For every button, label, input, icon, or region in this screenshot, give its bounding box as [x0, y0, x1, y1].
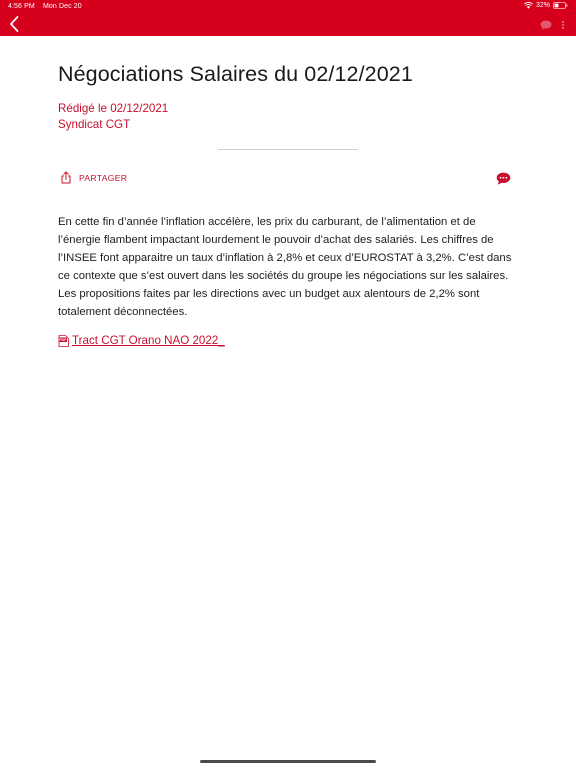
pdf-icon: [58, 335, 69, 347]
menu-icon: [559, 17, 567, 35]
comment-icon: [540, 17, 552, 35]
article-body: En cette fin d’année l’inflation accélère, les prix du carburant, de l’alimentation et de l’énergie flambent impactant lourdement le pouvoir d’achat des salariés. Les chiffres de l’INSEE font apparaitre un taux d’inflation à 2,8% et ceux d’EUROSTAT à 3,2%. C’est dans ce contexte que s’est ouvert dans les sociétés du groupe les négociations sur les salaires. Les propositions faites par les directions avec un budget aux alentours de 2,2% sont totalement déconnectées.: [58, 216, 512, 319]
status-indicators: [524, 2, 568, 9]
share-button[interactable]: [60, 171, 127, 184]
article-date: Rédigé le 02/12/2021: [58, 102, 169, 115]
home-indicator: [200, 760, 376, 763]
back-button[interactable]: [4, 14, 24, 34]
article-author: Syndicat CGT: [58, 118, 131, 131]
comment-button[interactable]: [496, 172, 511, 190]
attachment-label: Tract CGT Orano NAO 2022_: [72, 334, 225, 347]
share-label: PARTAGER: [79, 172, 128, 183]
battery-percent: 32%: [535, 2, 550, 9]
wifi-icon: [524, 2, 533, 9]
svg-text:PDF: PDF: [59, 337, 67, 342]
divider: [218, 149, 358, 150]
top-bar: [0, 0, 576, 36]
share-icon: [60, 171, 72, 184]
chevron-left-icon: [8, 15, 20, 33]
article-title: Négociations Salaires du 02/12/2021: [58, 62, 413, 86]
attachment-link[interactable]: [58, 334, 225, 347]
status-time: 4:56 PM: [8, 3, 35, 10]
status-date: Mon Dec 20: [43, 3, 82, 10]
comment-bubble-icon: [496, 172, 511, 185]
battery-icon: [553, 2, 568, 9]
